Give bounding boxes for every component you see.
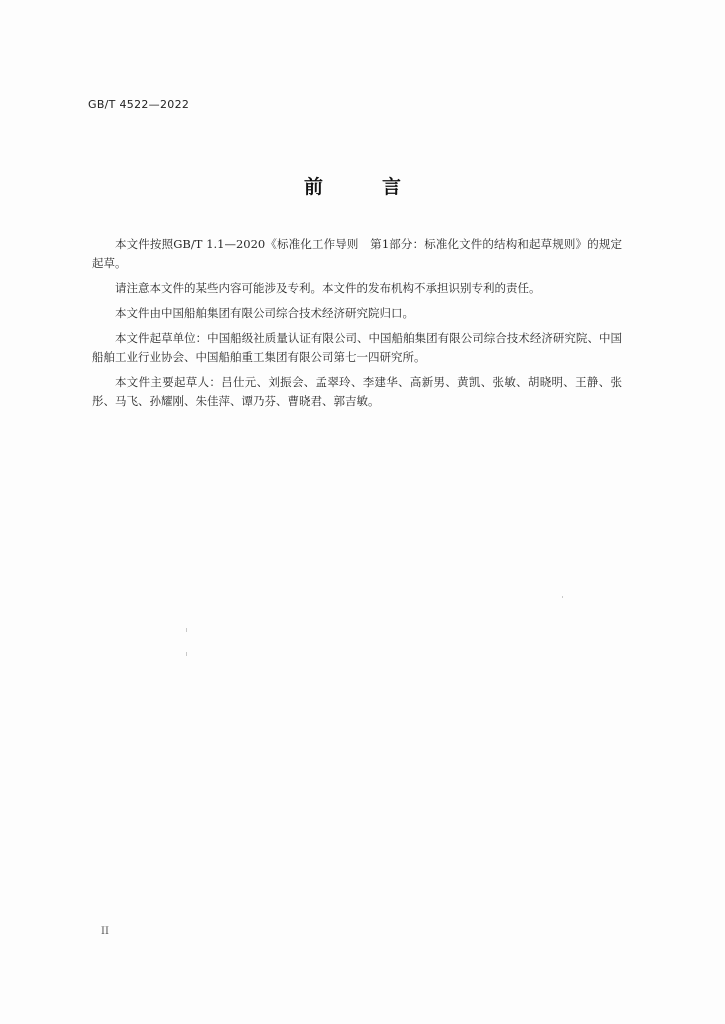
paragraph-patent-notice: 请注意本文件的某些内容可能涉及专利。本文件的发布机构不承担识别专利的责任。	[115, 281, 541, 295]
standard-number: GB/T 4522—2022	[88, 98, 190, 111]
paragraph-drafting-rules: 本文件按照GB/T 1.1—2020《标准化工作导则 第1部分：标准化文件的结构和起草规则》的规定起草。	[92, 237, 622, 270]
scan-speck	[186, 628, 187, 632]
paragraph-drafters: 本文件主要起草人：吕仕元、刘振会、孟翠玲、李建华、高新男、黄凯、张敏、胡晓明、王静、张彤、马飞、孙耀刚、朱佳萍、谭乃芬、曹晓君、郭吉敏。	[92, 375, 622, 408]
scan-speck	[562, 596, 563, 598]
scan-speck	[186, 652, 187, 656]
page-number: II	[101, 926, 109, 937]
page-title: 前 言	[303, 176, 421, 198]
paragraph-drafting-units: 本文件起草单位：中国船级社质量认证有限公司、中国船舶集团有限公司综合技术经济研究院、中国船舶工业行业协会、中国船舶重工集团有限公司第七一四研究所。	[92, 331, 622, 364]
document-body	[92, 235, 622, 417]
paragraph-responsible-org: 本文件由中国船舶集团有限公司综合技术经济研究院归口。	[115, 306, 414, 320]
